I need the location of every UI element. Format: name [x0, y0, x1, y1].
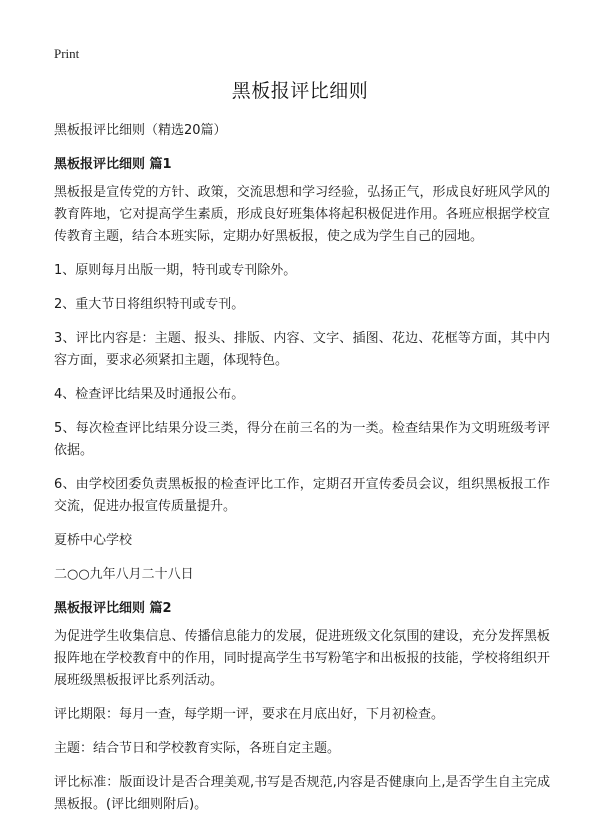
- section-1: [54, 154, 550, 586]
- paragraph: 主题：结合节日和学校教育实际，各班自定主题。: [54, 741, 341, 756]
- section-heading: 黑板报评比细则 篇2: [54, 601, 172, 616]
- paragraph: 2、重大节日将组织特刊或专刊。: [54, 297, 245, 312]
- paragraph: 黑板报是宣传党的方针、政策，交流思想和学习经验，弘扬正气，形成良好班风学风的教育阵地，它对提高学生素质，形成良好班集体将起积极促进作用。各班应根据学校宣传教育主题，结合本班实际，定期办好黑板报，使之成为学生自己的园地。: [54, 185, 550, 244]
- document-body: [54, 120, 550, 828]
- paragraph: 评比期限：每月一查，每学期一评，要求在月底出好，下月初检查。: [54, 707, 445, 722]
- paragraph: 4、检查评比结果及时通报公布。: [54, 387, 245, 402]
- section-heading: 黑板报评比细则 篇1: [54, 157, 172, 172]
- page-title: 黑板报评比细则: [231, 80, 369, 102]
- paragraph: 6、由学校团委负责黑板报的检查评比工作，定期召开宣传委员会议，组织黑板报工作交流，促进办报宣传质量提升。: [54, 477, 550, 514]
- print-label: Print: [54, 46, 80, 61]
- document-date: 二○○九年八月二十八日: [54, 567, 194, 582]
- paragraph: 评比标准：版面设计是否合理美观,书写是否规范,内容是否健康向上,是否学生自主完成黑板报。(评比细则附后)。: [54, 775, 550, 812]
- document-subtitle: 黑板报评比细则（精选20篇）: [54, 123, 227, 138]
- section-2: [54, 598, 550, 816]
- paragraph: 为促进学生收集信息、传播信息能力的发展，促进班级文化氛围的建设，充分发挥黑板报阵地在学校教育中的作用，同时提高学生书写粉笔字和出板报的技能，学校将组织开展班级黑板报评比系列活动。: [54, 629, 550, 688]
- paragraph: 1、原则每月出版一期，特刊或专刊除外。: [54, 263, 297, 278]
- school-name: 夏桥中心学校: [54, 533, 133, 548]
- paragraph: 3、评比内容是：主题、报头、排版、内容、文字、插图、花边、花框等方面，其中内容方面，要求必须紧扣主题，体现特色。: [54, 331, 550, 368]
- paragraph: 5、每次检查评比结果分设三类，得分在前三名的为一类。检查结果作为文明班级考评依据。: [54, 421, 550, 458]
